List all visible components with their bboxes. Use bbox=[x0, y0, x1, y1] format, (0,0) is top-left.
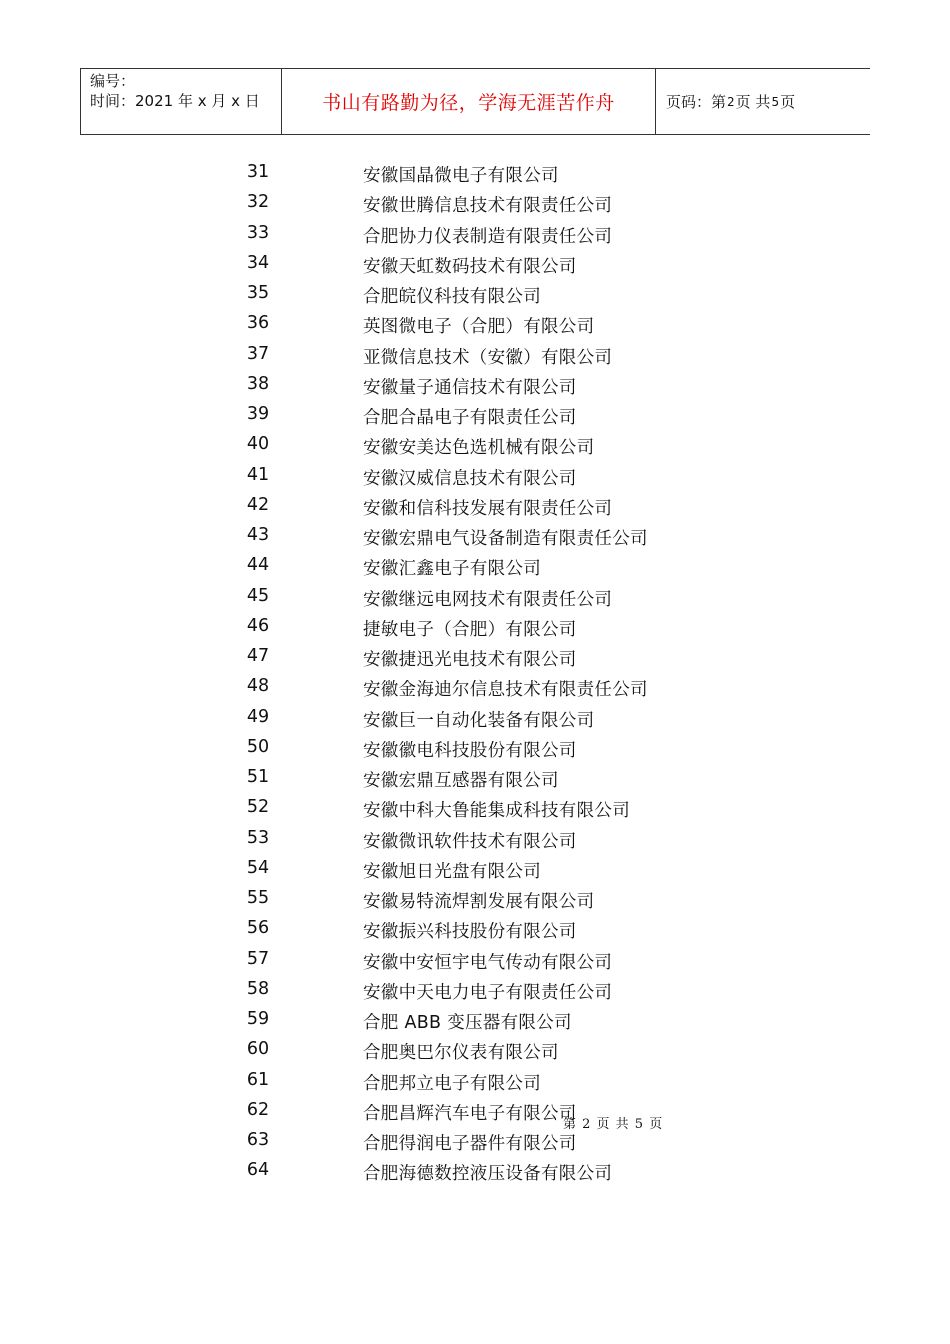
item-number: 55 bbox=[246, 888, 270, 908]
list-item bbox=[0, 340, 950, 370]
item-number: 63 bbox=[246, 1130, 270, 1150]
item-number: 47 bbox=[246, 646, 270, 666]
company-name: 亚微信息技术（安徽）有限公司 bbox=[363, 347, 613, 368]
list-item bbox=[0, 430, 950, 460]
item-number: 31 bbox=[246, 162, 270, 182]
item-number: 37 bbox=[246, 343, 270, 364]
company-name: 安徽宏鼎电气设备制造有限责任公司 bbox=[363, 529, 648, 549]
list-item bbox=[0, 279, 950, 309]
list-item bbox=[0, 763, 950, 793]
item-number: 48 bbox=[246, 676, 270, 697]
item-number: 64 bbox=[246, 1160, 270, 1181]
list-item bbox=[0, 703, 950, 733]
list-item bbox=[0, 612, 950, 642]
item-number: 35 bbox=[246, 283, 270, 303]
company-name: 合肥协力仪表制造有限责任公司 bbox=[363, 226, 613, 247]
page-suffix: 页 bbox=[780, 93, 796, 111]
list-item bbox=[0, 1035, 950, 1065]
item-number: 44 bbox=[246, 555, 270, 576]
list-item bbox=[0, 793, 950, 823]
item-number: 50 bbox=[246, 736, 270, 757]
company-name: 安徽汉威信息技术有限公司 bbox=[363, 468, 577, 489]
company-name: 合肥 ABB 变压器有限公司 bbox=[363, 1013, 572, 1033]
item-number: 59 bbox=[246, 1009, 270, 1029]
item-number: 33 bbox=[246, 222, 270, 243]
list-item bbox=[0, 551, 950, 581]
company-name: 合肥奥巴尔仪表有限公司 bbox=[363, 1043, 559, 1064]
company-name: 安徽微讯软件技术有限公司 bbox=[363, 831, 577, 852]
list-item bbox=[0, 249, 950, 279]
item-number: 32 bbox=[246, 192, 270, 213]
company-name: 安徽安美达色选机械有限公司 bbox=[363, 438, 595, 459]
item-number: 49 bbox=[246, 706, 270, 727]
company-name: 安徽宏鼎互感器有限公司 bbox=[363, 771, 559, 791]
list-item bbox=[0, 521, 950, 551]
list-item bbox=[0, 461, 950, 491]
list-item bbox=[0, 824, 950, 854]
company-name: 安徽世腾信息技术有限责任公司 bbox=[363, 196, 613, 217]
item-number: 42 bbox=[246, 494, 270, 515]
page-current: 2 bbox=[727, 94, 735, 109]
item-number: 60 bbox=[246, 1039, 270, 1060]
page-footer: 第 2 页 共 5 页 bbox=[563, 1117, 664, 1132]
company-name: 安徽中天电力电子有限责任公司 bbox=[363, 982, 613, 1003]
company-name: 安徽振兴科技股份有限公司 bbox=[363, 922, 577, 943]
item-number: 56 bbox=[246, 918, 270, 939]
item-number: 40 bbox=[246, 434, 270, 455]
page-prefix: 页码：第 bbox=[666, 93, 727, 111]
list-item bbox=[0, 945, 950, 975]
company-name: 捷敏电子（合肥）有限公司 bbox=[363, 619, 577, 640]
item-number: 58 bbox=[246, 978, 270, 999]
header-info-cell bbox=[81, 69, 282, 134]
item-number: 52 bbox=[246, 797, 270, 818]
list-item bbox=[0, 188, 950, 218]
list-item bbox=[0, 733, 950, 763]
list-item bbox=[0, 1066, 950, 1096]
item-number: 36 bbox=[246, 313, 270, 334]
list-item bbox=[0, 642, 950, 672]
item-number: 46 bbox=[246, 615, 270, 636]
company-name: 安徽中安恒宇电气传动有限公司 bbox=[363, 952, 613, 973]
list-item bbox=[0, 491, 950, 521]
list-item bbox=[0, 370, 950, 400]
item-number: 41 bbox=[246, 464, 270, 485]
list-item bbox=[0, 1096, 950, 1126]
company-name: 安徽和信科技发展有限责任公司 bbox=[363, 498, 613, 519]
page-total: 5 bbox=[771, 94, 780, 109]
list-item bbox=[0, 884, 950, 914]
company-name: 安徽金海迪尔信息技术有限责任公司 bbox=[363, 680, 648, 701]
item-number: 39 bbox=[246, 404, 270, 424]
list-item bbox=[0, 914, 950, 944]
list-item bbox=[0, 400, 950, 430]
company-name: 安徽汇鑫电子有限公司 bbox=[363, 559, 541, 580]
document-date-label: 时间：2021 年 x 月 x 日 bbox=[90, 92, 260, 110]
list-item bbox=[0, 672, 950, 702]
company-name: 安徽巨一自动化装备有限公司 bbox=[363, 710, 595, 731]
company-name: 安徽中科大鲁能集成科技有限公司 bbox=[363, 801, 630, 822]
document-number-label: 编号： bbox=[90, 72, 136, 90]
company-name: 安徽徽电科技股份有限公司 bbox=[363, 740, 577, 761]
company-name: 合肥昌辉汽车电子有限公司 bbox=[363, 1103, 577, 1124]
list-item bbox=[0, 158, 950, 188]
list-item bbox=[0, 1156, 950, 1186]
list-item bbox=[0, 219, 950, 249]
list-item bbox=[0, 1126, 950, 1156]
list-item bbox=[0, 975, 950, 1005]
company-name: 安徽继远电网技术有限责任公司 bbox=[363, 589, 613, 610]
page-middle: 页 共 bbox=[735, 93, 771, 111]
header-motto: 书山有路勤为径，学海无涯苦作舟 bbox=[282, 69, 656, 134]
company-name: 安徽捷迅光电技术有限公司 bbox=[363, 650, 577, 670]
list-item bbox=[0, 582, 950, 612]
list-item bbox=[0, 854, 950, 884]
company-name: 安徽国晶微电子有限公司 bbox=[363, 166, 559, 186]
company-name: 安徽量子通信技术有限公司 bbox=[363, 377, 577, 398]
item-number: 61 bbox=[246, 1069, 270, 1090]
item-number: 62 bbox=[246, 1099, 270, 1120]
header-table bbox=[80, 68, 870, 135]
company-name: 英图微电子（合肥）有限公司 bbox=[363, 317, 595, 338]
list-item bbox=[0, 309, 950, 339]
item-number: 45 bbox=[246, 585, 270, 606]
item-number: 38 bbox=[246, 373, 270, 394]
company-name: 安徽天虹数码技术有限公司 bbox=[363, 256, 577, 277]
company-name: 合肥合晶电子有限责任公司 bbox=[363, 408, 577, 428]
item-number: 57 bbox=[246, 948, 270, 969]
company-name: 安徽易特流焊割发展有限公司 bbox=[363, 892, 595, 912]
company-name: 合肥海德数控液压设备有限公司 bbox=[363, 1164, 613, 1185]
item-number: 43 bbox=[246, 525, 270, 545]
item-number: 34 bbox=[246, 252, 270, 273]
company-list bbox=[0, 158, 950, 1187]
company-name: 合肥得润电子器件有限公司 bbox=[363, 1134, 577, 1154]
company-name: 安徽旭日光盘有限公司 bbox=[363, 861, 541, 882]
company-name: 合肥皖仪科技有限公司 bbox=[363, 287, 541, 307]
item-number: 53 bbox=[246, 827, 270, 848]
header-page-indicator bbox=[656, 69, 870, 134]
item-number: 51 bbox=[246, 767, 270, 787]
company-name: 合肥邦立电子有限公司 bbox=[363, 1073, 541, 1094]
list-item bbox=[0, 1005, 950, 1035]
item-number: 54 bbox=[246, 857, 270, 878]
